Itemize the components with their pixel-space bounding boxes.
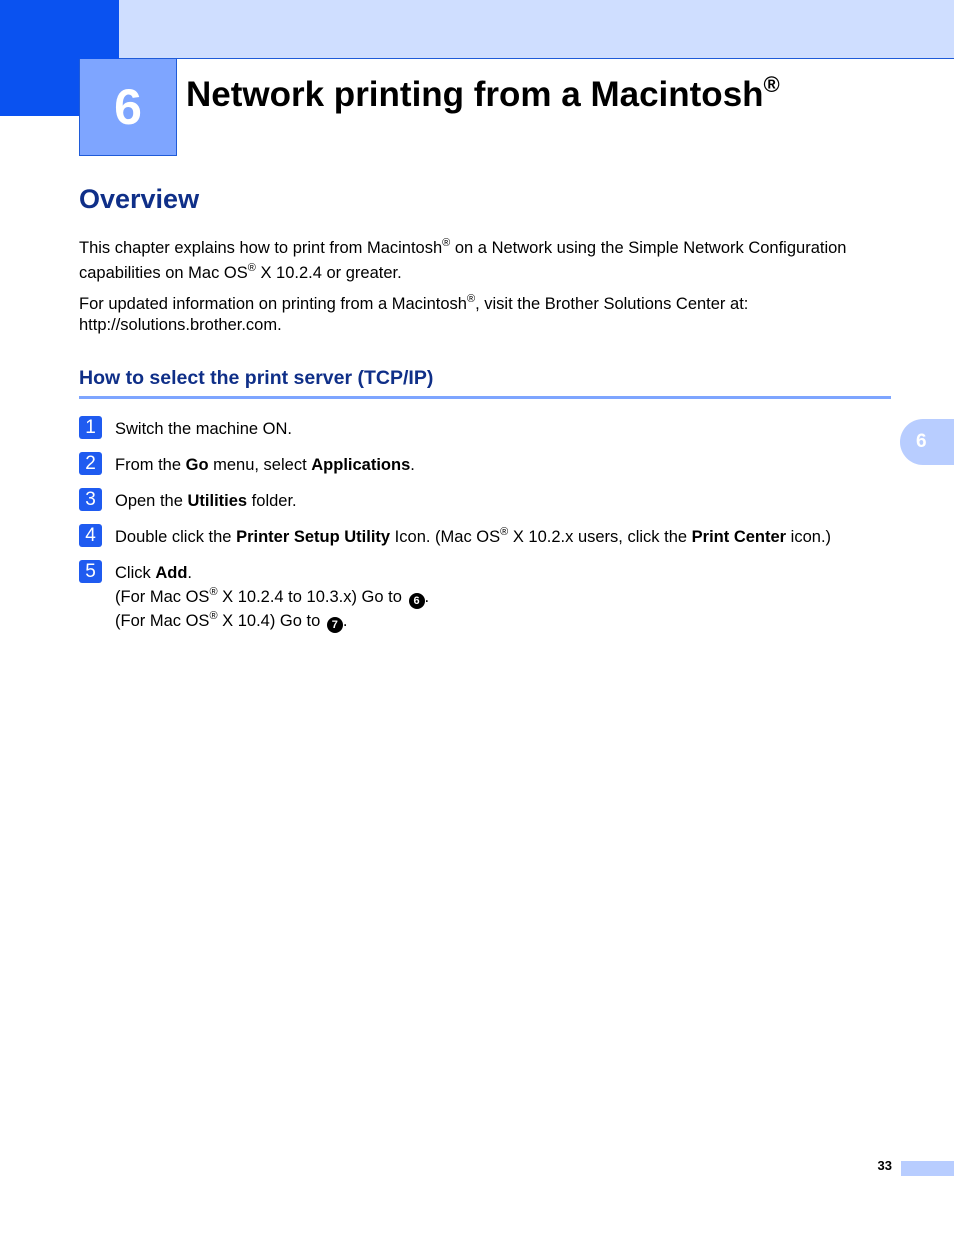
paragraph-text: X 10.2.4 or greater.: [255, 264, 402, 282]
step-text: [115, 489, 297, 513]
step-text-part: .: [187, 564, 193, 582]
step-text-part: .: [424, 588, 430, 606]
step-text-part: (For Mac OS: [115, 612, 210, 630]
app-name-print-center: Print Center: [691, 528, 787, 546]
step-number-badge: 2: [79, 452, 102, 475]
solutions-center-link[interactable]: http://solutions.brother.com.: [79, 316, 282, 334]
registered-mark: ®: [442, 237, 451, 249]
step-text-part: menu, select: [208, 456, 312, 474]
step-text: [115, 417, 292, 441]
step-text-part: folder.: [247, 492, 297, 510]
app-name-printer-setup-utility: Printer Setup Utility: [236, 528, 391, 546]
step-text-part: From the: [115, 456, 186, 474]
step-text-part: X 10.2.4 to 10.3.x) Go to: [217, 588, 407, 606]
header-band: [0, 0, 954, 59]
step-line: [115, 561, 429, 585]
chapter-side-tab: 6: [900, 419, 954, 465]
step-text-part: .: [410, 456, 415, 474]
step-text-part: Switch the machine ON.: [115, 420, 292, 438]
chapter-number-box: 6: [79, 59, 177, 156]
paragraph-text: This chapter explains how to print from Macintosh: [79, 239, 443, 257]
folder-name-utilities: Utilities: [187, 492, 248, 510]
step-line: [115, 585, 429, 609]
step-text-part: X 10.4) Go to: [217, 612, 325, 630]
overview-paragraph-1: [79, 236, 899, 286]
registered-mark: ®: [466, 293, 476, 305]
chapter-title-text: Network printing from a Macintosh: [186, 75, 764, 114]
step-number-badge: 3: [79, 488, 102, 511]
step-text-part: .: [342, 612, 348, 630]
step-text-part: X 10.2.x users, click the: [508, 528, 692, 546]
paragraph-text: , visit the Brother Solutions Center at:: [475, 295, 749, 313]
paragraph-text: on a Network using the Simple Network Configuration capabilities on Mac OS: [79, 239, 847, 282]
page-number: 33: [877, 1158, 892, 1173]
step-number-badge: 4: [79, 524, 102, 547]
footer-bar: [901, 1161, 954, 1176]
step-reference-badge: 7: [327, 617, 343, 633]
step-text-part: icon.): [786, 528, 832, 546]
step-number-badge: 5: [79, 560, 102, 583]
step-text-part: Double click the: [115, 528, 237, 546]
step-reference-badge: 6: [409, 593, 425, 609]
registered-mark: ®: [209, 586, 218, 598]
menu-item-applications: Applications: [311, 456, 411, 474]
step-text: [115, 525, 831, 549]
section-heading: How to select the print server (TCP/IP): [79, 367, 891, 399]
registered-mark: ®: [247, 262, 256, 274]
step-text-part: Open the: [115, 492, 188, 510]
step-text-part: Icon. (Mac OS: [390, 528, 501, 546]
button-name-add: Add: [155, 564, 188, 582]
registered-mark: ®: [500, 526, 509, 538]
chapter-title: [186, 72, 780, 115]
paragraph-text: For updated information on printing from a Macintosh: [79, 295, 467, 313]
step-text: [115, 453, 415, 477]
step-text: [115, 561, 429, 633]
step-number-badge: 1: [79, 416, 102, 439]
step-text-part: (For Mac OS: [115, 588, 210, 606]
registered-mark: ®: [209, 610, 218, 622]
step-text-part: Click: [115, 564, 156, 582]
overview-paragraph-2: [79, 294, 899, 336]
overview-heading: Overview: [79, 184, 200, 214]
step-line: [115, 609, 429, 633]
menu-name-go: Go: [185, 456, 209, 474]
registered-mark: ®: [763, 72, 780, 97]
